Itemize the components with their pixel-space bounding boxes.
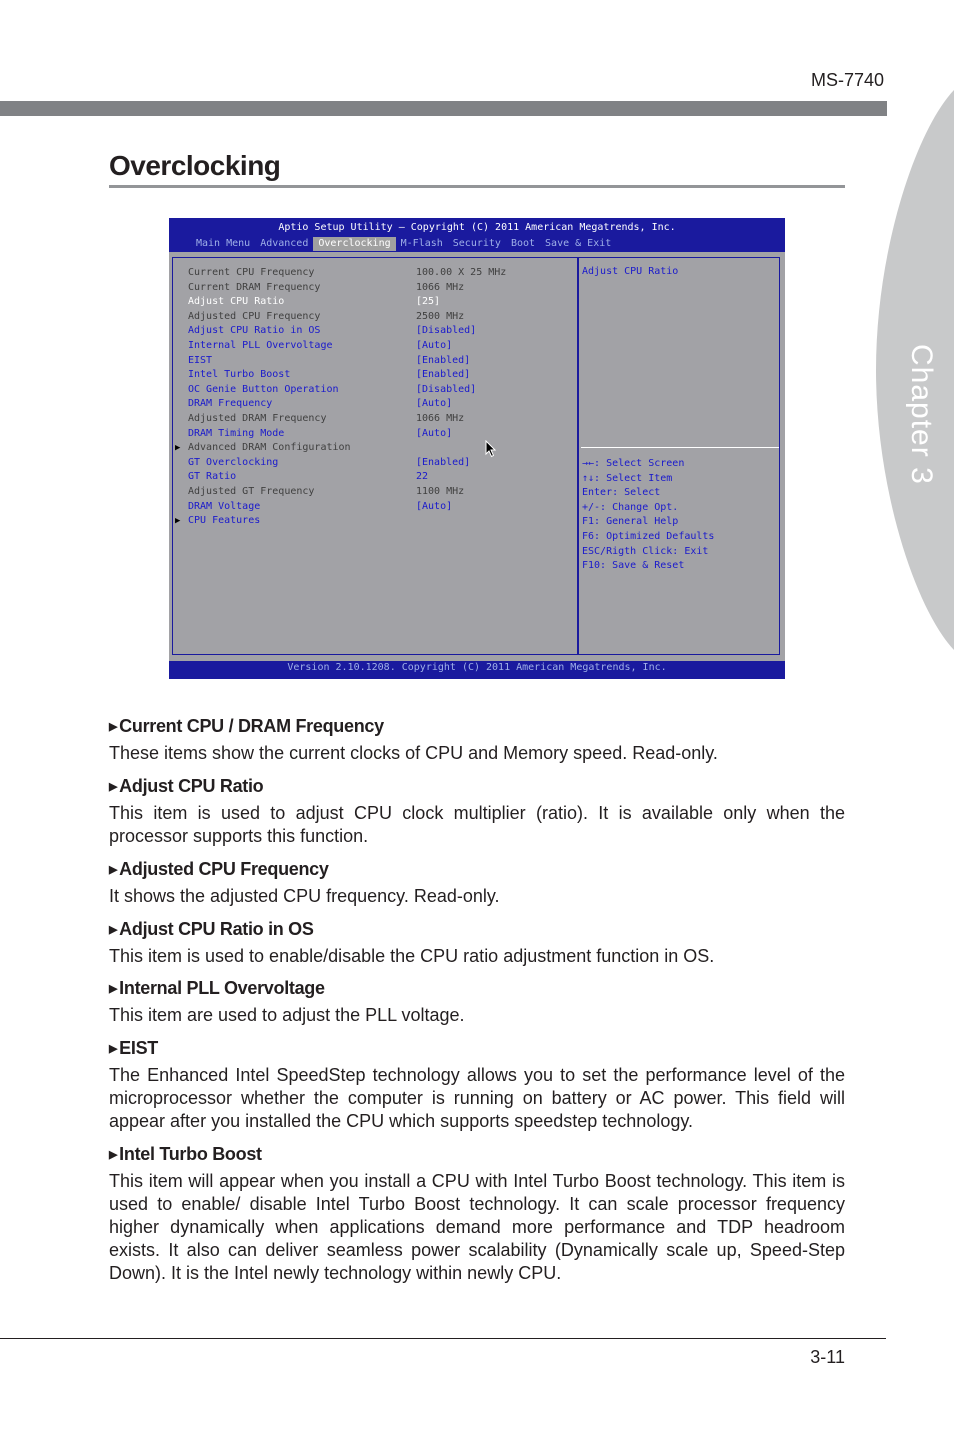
bios-help-title: Adjust CPU Ratio xyxy=(582,266,679,277)
mouse-cursor-icon xyxy=(485,440,497,458)
help-key: F1: General Help xyxy=(582,516,679,528)
section-heading xyxy=(109,919,845,940)
bullet-triangle-icon: ▶ xyxy=(109,1149,118,1161)
bullet-triangle-icon: ▶ xyxy=(109,864,118,876)
chapter-tab-label xyxy=(904,344,938,410)
section-eist xyxy=(109,1038,845,1133)
bios-menu-security[interactable]: Security xyxy=(452,238,501,249)
section-text: This item is used to adjust CPU clock multiplier (ratio). It is available only when the processor supports this function. xyxy=(109,803,845,846)
section-heading xyxy=(109,1144,845,1165)
bios-screenshot xyxy=(169,218,785,679)
section-adjust-cpu-ratio-os xyxy=(109,919,845,968)
section-heading-text: Internal PLL Overvoltage xyxy=(119,978,325,998)
bios-menu-advanced[interactable]: Advanced xyxy=(260,238,309,249)
section-internal-pll xyxy=(109,978,845,1027)
section-heading-text: EIST xyxy=(119,1038,158,1058)
bullet-triangle-icon: ▶ xyxy=(109,924,118,936)
section-adjusted-cpu-frequency xyxy=(109,859,845,908)
bullet-triangle-icon: ▶ xyxy=(109,781,118,793)
footer-rule xyxy=(0,1338,886,1339)
section-current-frequency xyxy=(109,716,845,765)
section-intel-turbo-boost xyxy=(109,1144,845,1285)
section-heading-text: Intel Turbo Boost xyxy=(119,1144,262,1164)
section-text: It shows the adjusted CPU frequency. Read-only. xyxy=(109,886,500,906)
section-heading-text: Adjust CPU Ratio in OS xyxy=(119,919,314,939)
model-label: MS-7740 xyxy=(810,70,884,90)
bios-footer: Version 2.10.1208. Copyright (C) 2011 American Megatrends, Inc. xyxy=(287,662,667,673)
bios-menu-boot[interactable]: Boot xyxy=(510,238,536,249)
section-text: This item will appear when you install a CPU with Intel Turbo Boost technology. This item is used to enable/ disable Intel Turbo Boost technology. It can scale processor frequency higher dynamically when applications demand more performance and TDP headroom exists. It also can deliver seamless power scalability (Dynamically scale up, Speed-Step Down). It is the Intel newly technology within newly CPU. xyxy=(109,1171,845,1283)
page-title: Overclocking xyxy=(109,150,281,181)
section-heading-text: Adjust CPU Ratio xyxy=(119,776,264,796)
bios-body: Current CPU Frequency 100.00 X 25 MHz Current DRAM Frequency 1066 MHz Adjust CPU Ratio [25] Adjusted CPU Frequency 2500 MHz Adjust CPU Ratio in OS [Disabled] Internal PLL Overvoltage [Auto] EIST [Enabled] Intel Turbo Boost [Enabled] OC Genie Button Operation [Disabled] DRAM Frequency [Auto] Adjusted DRAM Frequency 1066 MHz DRAM Timing Mode [Auto] ▶ Advanced DRAM Configuration GT Overclocking [Enabled] GT Ratio 22 Adjusted GT Frequency 1100 MHz DRAM Voltage [Auto] ▶ CPU Features Adjust CPU Ratio →←: Select Screen ↑↓: Select Item Enter: Select +/-: Change Opt. F1: General Help F6: Optimized Defaults ESC/Rigth Click: Exit F10: Save & Reset xyxy=(169,252,785,661)
section-heading xyxy=(109,1038,845,1059)
section-text: These items show the current clocks of CPU and Memory speed. Read-only. xyxy=(109,743,718,763)
help-key: F10: Save & Reset xyxy=(582,560,685,572)
page-number: 3-11 xyxy=(810,1347,845,1367)
help-key: F6: Optimized Defaults xyxy=(582,530,715,542)
bios-help-keys xyxy=(582,457,714,574)
section-heading xyxy=(109,776,845,797)
bios-title: Aptio Setup Utility – Copyright (C) 2011 American Megatrends, Inc. xyxy=(278,222,676,233)
bios-menu-bar xyxy=(191,237,616,251)
submenu-arrow-icon: ▶ xyxy=(175,516,181,527)
submenu-arrow-icon: ▶ xyxy=(175,443,181,454)
section-text: This item are used to adjust the PLL voltage. xyxy=(109,1005,465,1025)
bios-menu-mflash[interactable]: M-Flash xyxy=(400,238,443,249)
bios-divider xyxy=(577,257,579,655)
bios-menu-save-exit[interactable]: Save & Exit xyxy=(545,238,612,249)
bullet-triangle-icon: ▶ xyxy=(109,721,118,733)
help-key: ESC/Rigth Click: Exit xyxy=(582,545,709,557)
section-heading-text: Adjusted CPU Frequency xyxy=(119,859,329,879)
section-heading xyxy=(109,859,845,880)
help-key: →←: Select Screen xyxy=(582,458,685,469)
title-underline xyxy=(109,185,845,188)
section-heading xyxy=(109,978,845,999)
help-key: ↑↓: Select Item xyxy=(582,472,673,484)
help-key: Enter: Select xyxy=(582,487,661,499)
bios-menu-main[interactable]: Main Menu xyxy=(196,238,251,249)
help-key: +/-: Change Opt. xyxy=(582,501,679,513)
header-bar xyxy=(0,101,887,116)
bullet-triangle-icon: ▶ xyxy=(109,983,118,995)
section-heading xyxy=(109,716,845,737)
section-text: This item is used to enable/disable the CPU ratio adjustment function in OS. xyxy=(109,946,715,966)
bios-help-divider xyxy=(581,447,779,448)
bullet-triangle-icon: ▶ xyxy=(109,1043,118,1055)
section-adjust-cpu-ratio xyxy=(109,776,845,848)
section-text: The Enhanced Intel SpeedStep technology allows you to set the performance level of the microprocessor whether the computer is running on battery or AC power. This field will appear after you installed the CPU which supports speedstep technology. xyxy=(109,1065,845,1131)
bios-menu-overclocking[interactable]: Overclocking xyxy=(313,237,395,251)
section-heading-text: Current CPU / DRAM Frequency xyxy=(119,716,384,736)
